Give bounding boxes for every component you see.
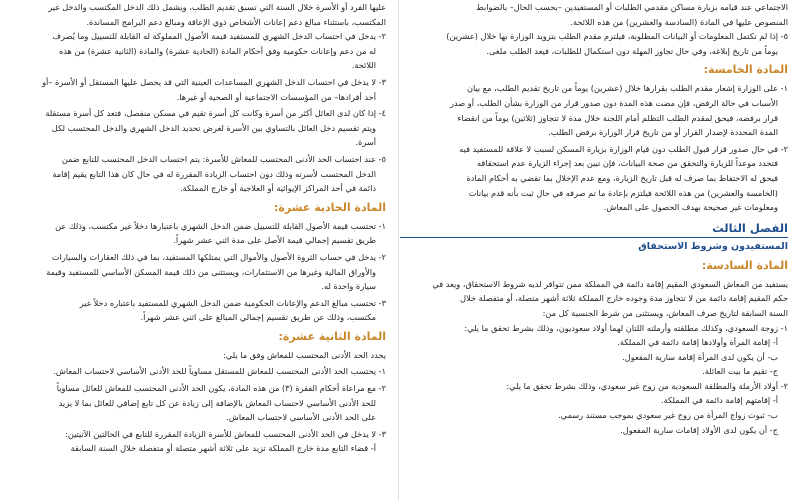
- list-item: ب- أن يكون لدى المرأة إقامة سارية المفعول.: [622, 351, 778, 362]
- paragraph-line: له من دعم وإعانات حكومية وفق أحكام المادة (الحادية عشرة) والمادة (الثانية عشرة) من هذه: [58, 45, 376, 56]
- paragraph-line: قرار برفضه، فيحق لمقدم الطلب التظلم أمام اللجنة خلال مدة لا تتجاوز (ثلاثين) يوماً من انقضاء: [457, 112, 778, 123]
- list-item: أ- قضاء التابع مدة خارج المملكة تزيد على ثلاثة أشهر متصلة أو متفصلة خلال السنة السابقة: [70, 443, 376, 454]
- list-item: أ- إقامتهم إقامة دائمة في المملكة.: [661, 395, 778, 406]
- chapter-3-heading: الفصل الثالث: [712, 220, 788, 235]
- paragraph-line: الاجتماعي عند قيامه بزيارة مساكن مقدمي الطلبات أو المستفيدين –بحسب الحال– بالضوابط: [476, 2, 788, 12]
- paragraph-line: أسرة.: [355, 137, 376, 148]
- paragraph-line: ٣- لا يدخل في احتساب الدخل الشهري المساعدات العينية التي قد يحصل عليها المستقل أو الأسرة –أو: [42, 76, 386, 87]
- paragraph-line: أحد أفرادها– من المؤسسات الاجتماعية أو الصحية أو غيرها.: [176, 91, 376, 102]
- paragraph-line: ٣- لا يدخل في الحد الأدنى المحتسب للمعاش للأسرة الزيادة المقررة للتابع في الحالتين الآتيتين:: [65, 428, 386, 439]
- right-column: [400, 0, 788, 500]
- chapter-3-subtitle: المستفيدون وشروط الاستحقاق: [638, 240, 788, 252]
- paragraph-line: المكتسب، باستثناء مبالغ دعم إعانات الأشخاص ذوي الإعاقة ومبالغ دعم البرامج المساندة.: [86, 16, 386, 27]
- paragraph-line: الدخل المحتسب لأسرته وذلك دون احتساب الزيادة المقررة له في حال كان هذا التابع يقيم إقامة: [52, 168, 376, 179]
- paragraph-line: ١- يحتسب الحد الأدنى المحتسب للمعاش للمستقل مساوياً للحد الأدنى الأساسي لاحتساب المعاش.: [53, 366, 386, 377]
- paragraph-line: (الخامسة والعشرين) من هذه اللائحة فيلتزم بإعادة ما تم صرفه في حال ثبت بأنه قدم بيانات: [468, 187, 778, 198]
- paragraph-line: ٢- أولاد الأرملة والمطلقة السعودية من زوج غير سعودي، وذلك بشرط تحقق ما يلي:: [506, 380, 788, 391]
- left-column: [8, 0, 386, 500]
- paragraph-line: سيارة واحدة له.: [321, 281, 376, 292]
- list-item: ج- تقيم ما بيت العائلة.: [702, 366, 778, 377]
- paragraph-line: يحدد الحد الأدنى المحتسب للمعاش وفق ما يلي:: [223, 349, 386, 360]
- paragraph-line: يستفيد من المعاش السعودي المقيم إقامة دائمة في المملكة ممن تتوافر لديه شروط الاستحقاق، ويعد في: [432, 278, 788, 289]
- paragraph-line: ١- تحتسب قيمة الأصول القابلة للتسييل ضمن الدخل الشهري باعتبارها دخلاً غير مكتسب، وذلك عن: [55, 220, 386, 231]
- list-item: أ- إقامة المرأة وأولادها إقامة دائمة في المملكة.: [617, 337, 778, 348]
- paragraph-line: ٣- تحتسب مبالغ الدعم والإعانات الحكومية ضمن الدخل الشهري للمستفيد باعتباره دخلاً غير: [79, 297, 386, 308]
- paragraph-line: يوماً من تاريخ إبلاغه، وفي حال تجاوز المهلة دون استكمال للطلبات، فيعد الطلب ملغى.: [486, 45, 778, 56]
- article-6-heading: المادة السادسة:: [701, 258, 788, 272]
- article-5-heading: المادة الخامسة:: [703, 63, 788, 77]
- paragraph-line: ٥- عند احتساب الحد الأدنى المحتسب للمعاش للأسرة: يتم احتساب الدخل المحتسب للتابع ضمن: [61, 153, 386, 164]
- paragraph-line: والأوراق المالية وغيرها من الاستثمارات، ويستثنى من ذلك قيمة المسكن الأساسي للمستفيد وقيمة: [46, 266, 376, 277]
- article-11-heading: المادة الحادية عشرة:: [273, 200, 386, 214]
- paragraph-line: المنصوص عليها في المادة (السادسة والعشرين) من هذه اللائحة.: [570, 16, 788, 27]
- paragraph-line: اللائحة.: [351, 60, 376, 71]
- paragraph-line: ٥- إذا لم تكتمل المعلومات أو البيانات المطلوبة، فيلتزم مقدم الطلب بتزويد الوزارة بها خلال (عشرين): [446, 31, 788, 42]
- paragraph-line: السنة السابقة لتاريخ صرف المعاش، ويستثنى من شرط الجنسية كل من:: [542, 307, 788, 318]
- paragraph-line: ٢- يدخل في حساب الثروة الأصول والأموال التي يمتلكها المستفيد، بما في ذلك العقارات والسيارات: [51, 251, 386, 262]
- paragraph-line: ٢- في حال صدور قرار قبول الطلب دون قيام الوزارة بزيارة المسكن لسبب لا علاقة للمستفيد فيه: [459, 143, 788, 154]
- article-12-heading: المادة الثانية عشرة:: [278, 329, 386, 343]
- paragraph-line: ١- على الوزارة إشعار مقدم الطلب بقرارها خلال (عشرين) يوماً من تاريخ تقديم الطلب، مع بيان: [466, 83, 788, 94]
- paragraph-line: فتحدد موعداً للزيارة والتحقق من صحة البيانات، فإن تبين بعد إجراء الزيارة عدم استحقاقه: [476, 158, 778, 169]
- paragraph-line: المدة المحددة لإصدار القرار أو من تاريخ قرار الوزارة برفض الطلب.: [548, 127, 778, 138]
- chapter-rule: [400, 237, 788, 238]
- paragraph-line: ويتم تقسيم دخل العائل بالتساوي بين الأسرة لغرض تحديد الدخل الشهري والدخل المحتسب لكل: [51, 122, 376, 133]
- paragraph-line: ٢- مع مراعاة أحكام الفقرة (٣) من هذه المادة، يكون الحد الأدنى المحتسب للمعاش للعائل مساوياً: [56, 383, 386, 394]
- paragraph-line: للحد الأدنى الأساسي لاحتساب المعاش بالإضافة إلى زيادة عن كل تابع إضافي للعائل بما لا يزيد: [58, 397, 376, 408]
- paragraph-line: ومعلومات غير صحيحة بهدف الحصول على المعاش.: [603, 202, 778, 213]
- paragraph-line: دائمة في أحد المراكز الإيوائية أو العلاجية أو خارج المملكة.: [180, 183, 376, 194]
- paragraph-line: فيحق له الاحتفاظ بما صرف له قبل تاريخ الزيارة، ومع عدم الإخلال بما تقضي به أحكام المادة: [466, 172, 778, 183]
- paragraph-line: عليها الفرد أو الأسرة خلال السنة التي تسبق تقديم الطلب، ويشمل ذلك الدخل المكتسب والدخل غير: [48, 2, 386, 12]
- paragraph-line: ٢- يدخل في احتساب الدخل الشهري للمستفيد قيمة الأصول المملوكة له القابلة للتسييل وما يُصرف: [52, 31, 386, 42]
- paragraph-line: مكتسب، وذلك عن طريق تقسيم إجمالي المبالغ على اثني عشر شهراً.: [140, 312, 376, 323]
- paragraph-line: طريق تقسيم إجمالي قيمة الأصل على مدة اثني عشر شهراً.: [173, 235, 376, 246]
- paragraph-line: ١- زوجة السعودي، وكذلك مطلقته وأرملته اللتان لهما أولاد سعوديون، وذلك بشرط تحقق ما يلي:: [464, 322, 788, 333]
- paragraph-line: حكم المقيم إقامة دائمة من لا تتجاوز مدة وجوده خارج المملكة ثلاثة أشهر متصلة، أو متفصلة خلال: [460, 293, 788, 304]
- paragraph-line: الأسباب في حالة الرفض، فإن مضت هذه المدة دون صدور قرار من الوزارة بشأن الطلب، أو صدر: [449, 97, 778, 108]
- paragraph-line: ٤- إذا كان لدى العائل أكثر من أسرة وكانت كل أسرة تقيم في مسكن منفصل، فتعد كل أسرة مستقلة: [45, 108, 386, 119]
- list-item: ج- أن يكون لدى الأولاد إقامات سارية المفعول.: [620, 424, 778, 435]
- column-divider: [398, 0, 399, 500]
- list-item: ب- ثبوت زواج المرأة من زوج غير سعودي بموجب مستند رسمي.: [558, 410, 778, 421]
- paragraph-line: على الحد الأدنى الأساسي لاحتساب المعاش.: [226, 412, 376, 423]
